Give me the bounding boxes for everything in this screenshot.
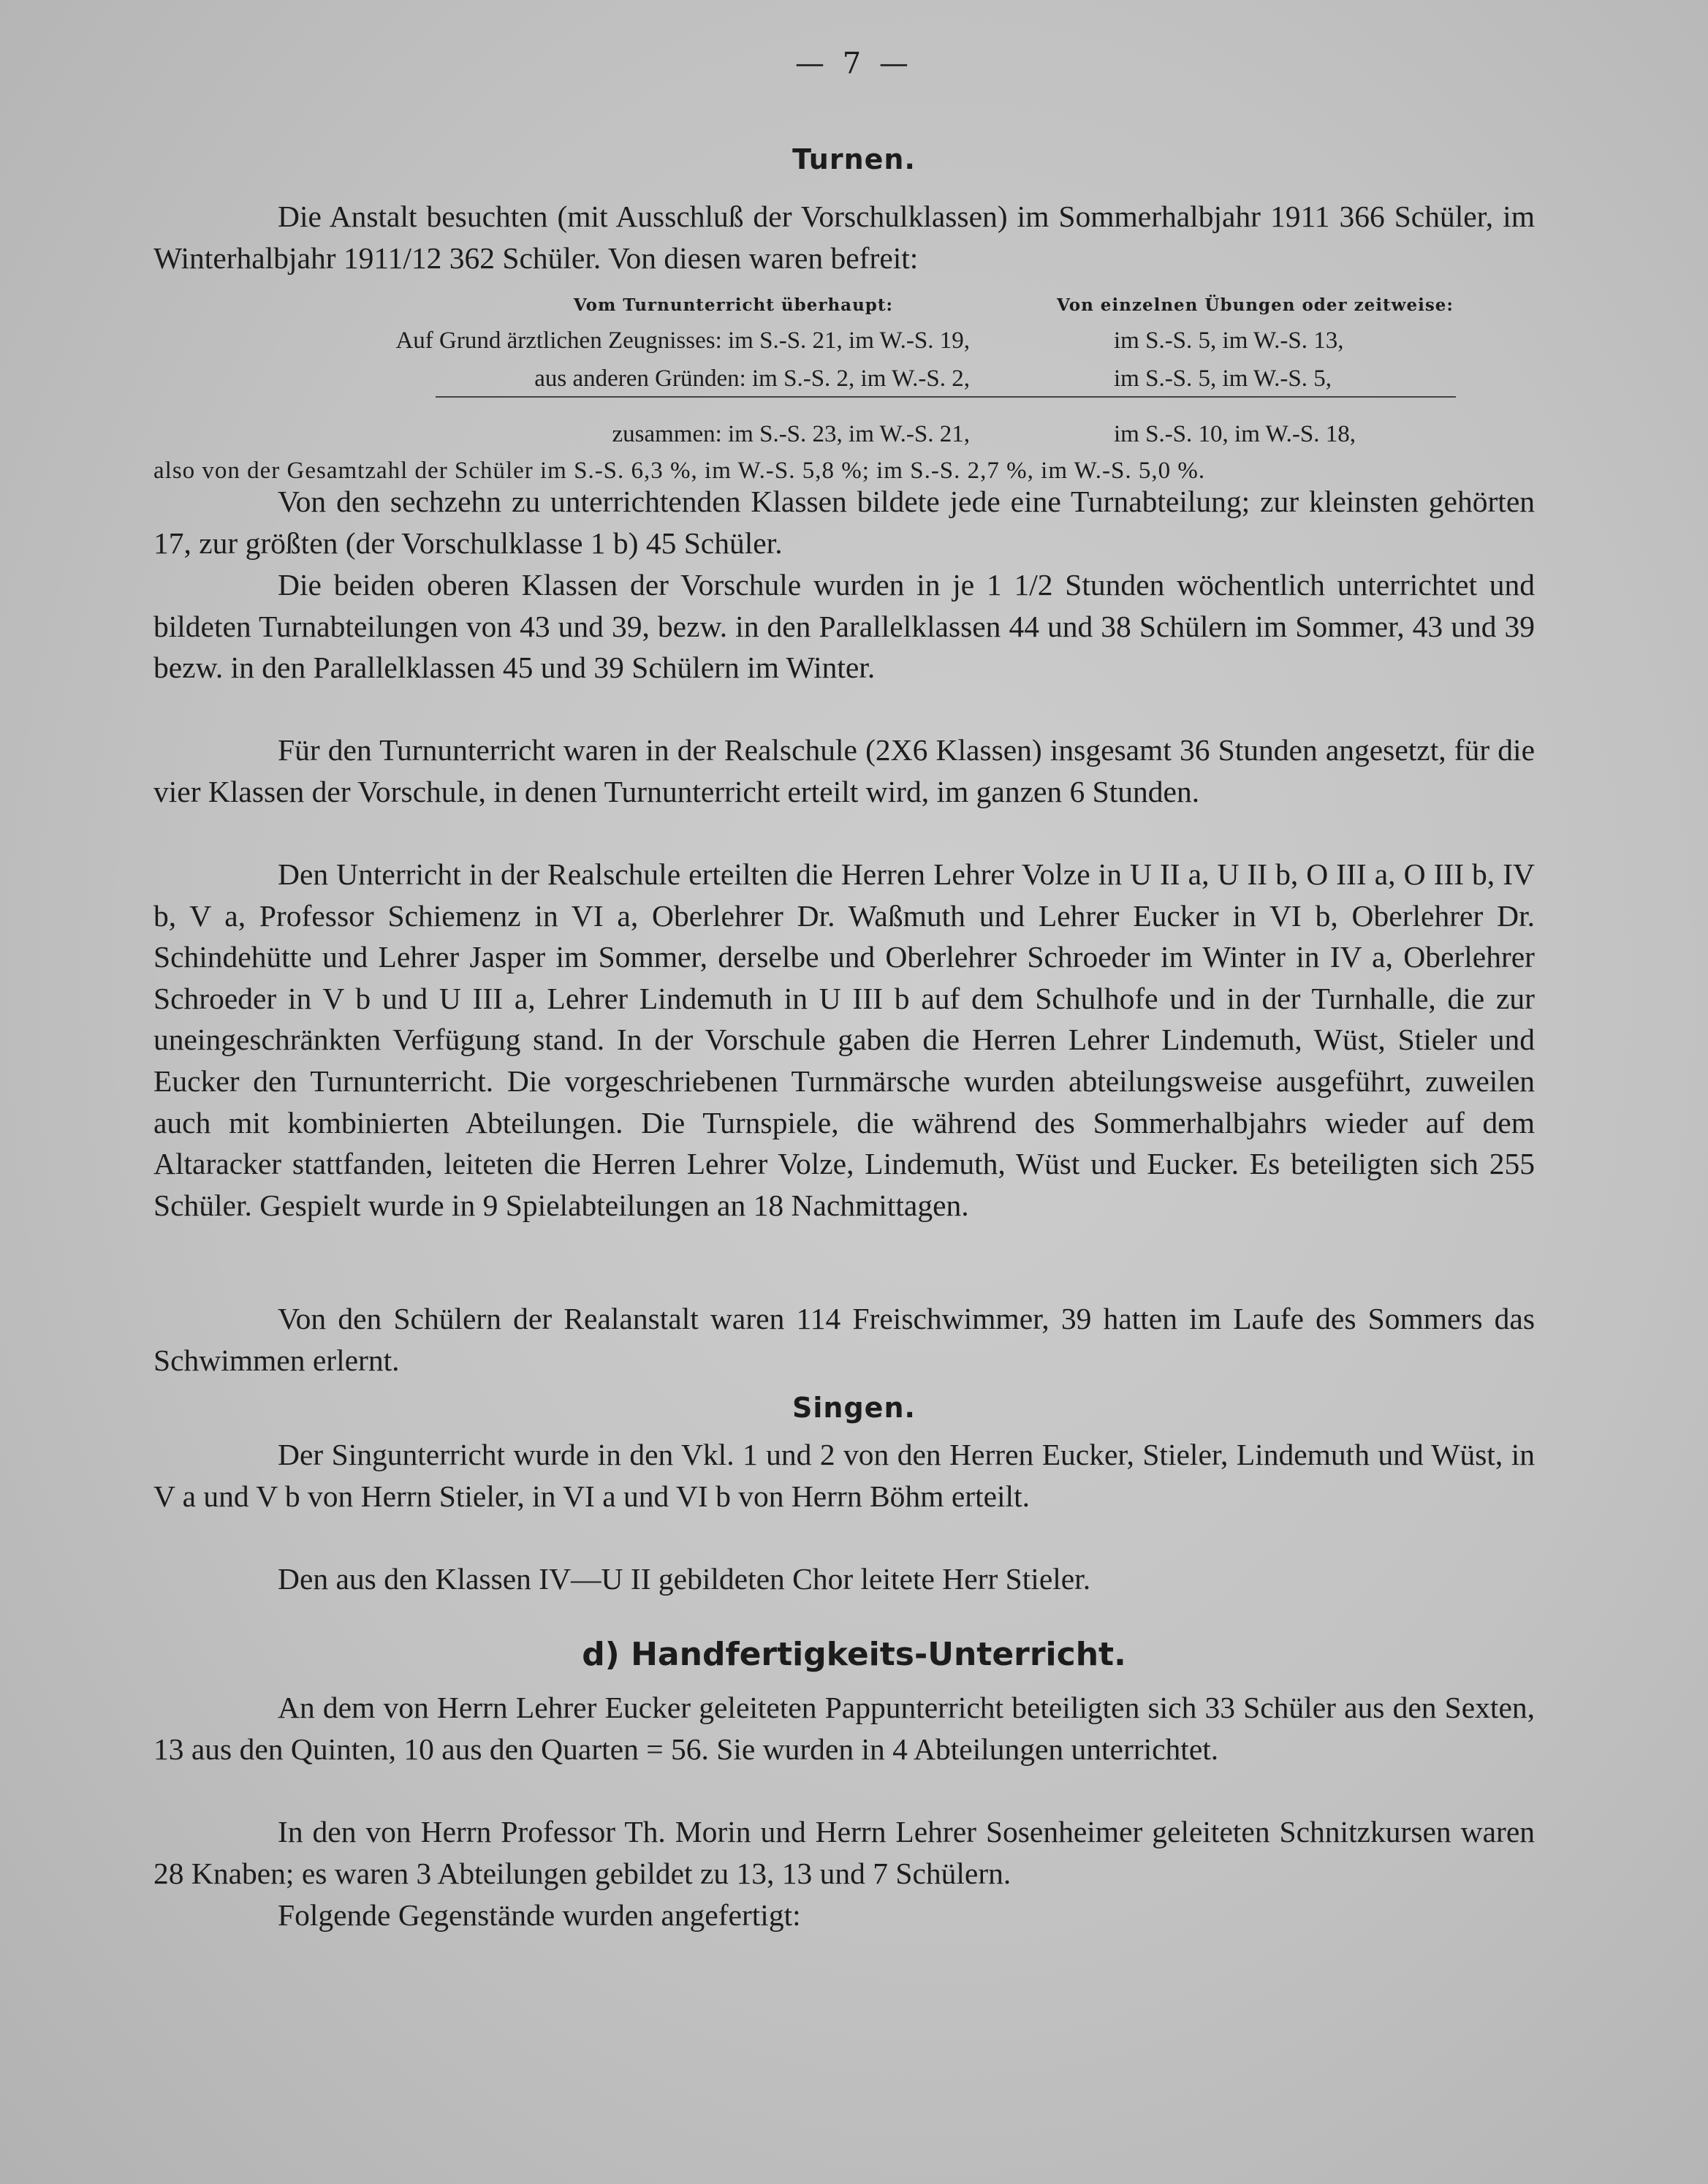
- paragraph-stunden: Für den Turnunterricht waren in der Realschule (2X6 Klassen) insgesamt 36 Stunden angesetzt, für die vier Klassen der Vorschule, in denen Turnunterricht erteilt wird, im ganzen 6 Stunden.: [153, 733, 1535, 808]
- table-row-total: [0, 414, 1708, 455]
- section-title-singen: Singen.: [792, 1392, 916, 1424]
- paragraph-singen-1: Der Singunterricht wurde in den Vkl. 1 und 2 von den Herren Eucker, Stieler, Lindemuth und Wüst, in V a und V b von Herrn Stieler, in VI a und VI b von Herrn Böhm erteilt.: [153, 1438, 1535, 1513]
- table-row: [0, 358, 1708, 399]
- table-cell-left: zusammen: im S.-S. 23, im W.-S. 21,: [612, 421, 970, 447]
- paragraph-hand-3: Folgende Gegenstände wurden angefertigt:: [278, 1898, 801, 1932]
- paragraph-schwimmen: Von den Schülern der Realanstalt waren 114 Freischwimmer, 39 hatten im Laufe des Sommers das Schwimmen erlernt.: [153, 1302, 1535, 1377]
- table-total-line: also von der Gesamtzahl der Schüler im S.-S. 6,3 %, im W.-S. 5,8 %; im S.-S. 2,7 %, im W.-S. 5,0 %.: [153, 458, 1206, 484]
- table-header-left: Vom Turnunterricht überhaupt:: [573, 295, 893, 315]
- table-cell-right: im S.-S. 10, im W.-S. 18,: [1114, 421, 1356, 447]
- table-cell-right: im S.-S. 5, im W.-S. 13,: [1114, 327, 1344, 354]
- paragraph-hand-2: In den von Herrn Professor Th. Morin und Herrn Lehrer Sosenheimer geleiteten Schnitzkursen waren 28 Knaben; es waren 3 Abteilungen gebildet zu 13, 13 und 7 Schülern.: [153, 1815, 1535, 1890]
- paragraph-hand-1: An dem von Herrn Lehrer Eucker geleiteten Pappunterricht beteiligten sich 33 Schüler aus den Sexten, 13 aus den Quinten, 10 aus den Quarten = 56. Sie wurden in 4 Abteilungen unterrichtet.: [153, 1691, 1535, 1766]
- table-cell-left: Auf Grund ärztlichen Zeugnisses: im S.-S. 21, im W.-S. 19,: [395, 327, 970, 354]
- section-title-handfertigkeit: d) Handfertigkeits-Unterricht.: [582, 1636, 1126, 1673]
- paragraph-singen-2: Den aus den Klassen IV—U II gebildeten Chor leitete Herr Stieler.: [278, 1562, 1091, 1596]
- table-divider: [436, 396, 1456, 398]
- paragraph-lehrer: Den Unterricht in der Realschule erteilten die Herren Lehrer Volze in U II a, U II b, O III a, O III b, IV b, V a, Professor Schiemenz in VI a, Oberlehrer Dr. Waßmuth und Lehrer Eucker in VI b, Oberlehrer Dr. Schindehütte und Lehrer Jasper im Sommer, derselbe und Oberlehrer Schroeder im Winter in IV a, Oberlehrer Schroeder in V b und U III a, Lehrer Lindemuth in U III b auf dem Schulhofe und in der Turnhalle, die zur uneingeschränkten Verfügung stand. In der Vorschule gaben die Herren Lehrer Lindemuth, Wüst, Stieler und Eucker den Turnunterricht. Die vorgeschriebenen Turnmärsche wurden abteilungsweise ausgeführt, zuweilen auch mit kombinierten Abteilungen. Die Turnspiele, die während des Sommerhalbjahrs wieder auf dem Altaracker stattfanden, leiteten die Herren Lehrer Volze, Lindemuth, Wüst und Eucker. Es beteiligten sich 255 Schüler. Gespielt wurde in 9 Spielabteilungen an 18 Nachmittagen.: [153, 857, 1535, 1222]
- table-row: [0, 320, 1708, 361]
- section-title-turnen: Turnen.: [792, 143, 916, 175]
- table-header-right: Von einzelnen Übungen oder zeitweise:: [1057, 295, 1454, 315]
- paragraph-klassen: Von den sechzehn zu unterrichtenden Klassen bildete jede eine Turnabteilung; zur kleinsten gehörten 17, zur größten (der Vorschulklasse 1 b) 45 Schüler.: [153, 485, 1535, 560]
- page-number: — 7 —: [795, 47, 913, 80]
- paragraph-vorschule: Die beiden oberen Klassen der Vorschule wurden in je 1 1/2 Stunden wöchentlich unterrichtet und bildeten Turnabteilungen von 43 und 39, bezw. in den Parallelklassen 44 und 38 Schülern im Sommer, 43 und 39 bezw. in den Parallelklassen 45 und 39 Schülern im Winter.: [153, 568, 1535, 685]
- table-cell-right: im S.-S. 5, im W.-S. 5,: [1114, 365, 1332, 392]
- table-cell-left: aus anderen Gründen: im S.-S. 2, im W.-S. 2,: [534, 365, 970, 392]
- paragraph-turnen-intro: Die Anstalt besuchten (mit Ausschluß der Vorschulklassen) im Sommerhalbjahr 1911 366 Schüler, im Winterhalbjahr 1911/12 362 Schüler. Von diesen waren befreit:: [153, 200, 1535, 275]
